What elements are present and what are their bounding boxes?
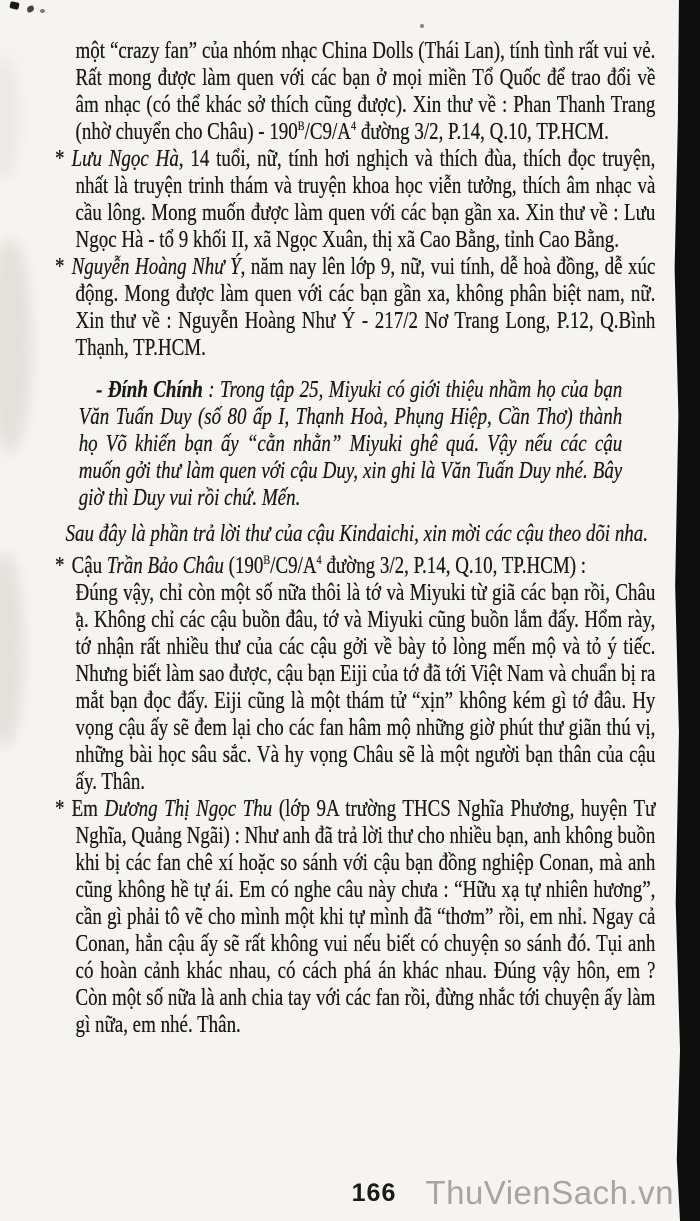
text-segment: B (297, 118, 305, 133)
paragraph (55, 254, 655, 362)
text-segment: Cậu (71, 553, 107, 579)
text-segment: B (263, 552, 271, 567)
person-name: Nguyễn Hoàng Như Ý (71, 254, 241, 280)
text-segment: đường 3/2, P.14, Q.10, TP.HCM) : (321, 553, 587, 579)
text-segment: Đúng vậy, chỉ còn một số nữa thôi là tớ và Miyuki từ giã các bạn rồi, Châu ạ. Không chỉ các cậu buồn đâu, tớ và Miyuki cũng buồn lắm đấy. Hổm rày, tớ nhận rất nhiều thư của các cậu gởi về bày tỏ lòng mến mộ và tỏ ý tiếc. Nhưng biết làm sao được, cậu bạn Eiji của tớ đã tới Việt Nam và chuẩn bị ra mắt bạn đọc đấy. Eiji cũng là một thám tử “xịn” không kém gì tớ đâu. Hy vọng cậu ấy sẽ đem lại cho các fan hâm mộ những giờ phút thư giãn thú vị, những bài học sâu sắc. Và hy vọng Châu sẽ là một người bạn thân của cậu ấy. Thân. (75, 580, 656, 795)
person-name: Dương Thị Ngọc Thu (104, 796, 273, 822)
scan-smudge (0, 55, 20, 180)
paragraph (55, 521, 655, 548)
scan-artifact (26, 5, 35, 13)
text-segment: đường 3/2, P.14, Q.10, TP.HCM. (356, 119, 609, 145)
scan-artifact (9, 1, 19, 10)
paragraph (55, 796, 655, 1039)
scan-artifact (420, 24, 424, 28)
text-segment: /C9/A (270, 553, 317, 579)
scan-smudge (0, 238, 32, 453)
text-segment: 4 (350, 118, 357, 133)
text-segment: /C9/A (304, 119, 351, 145)
paragraph (55, 146, 655, 254)
text-segment: , 14 tuổi, nữ, tính hơi nghịch và thích đùa, thích đọc truyện, nhất là truyện trinh thám và truyện khoa học viễn tưởng, thích âm nhạc và cầu lông. Mong muốn được làm quen với các bạn gần xa. Xin thư về : Lưu Ngọc Hà - tổ 9 khối II, xã Ngọc Xuân, thị xã Cao Bằng, tỉnh Cao Bằng. (75, 146, 656, 253)
person-name: Trần Bảo Châu (106, 553, 224, 579)
person-name: Sau đây là phần trả lời thư của cậu Kindaichi, xin mời các cậu theo dõi nha. (65, 521, 649, 547)
page-number: 166 (351, 1179, 397, 1207)
bullet-marker: * (55, 553, 65, 579)
text-segment: một “crazy fan” của nhóm nhạc China Dolls (Thái Lan), tính tình rất vui vẻ. Rất mong được làm quen với các bạn ở mọi miền Tổ Quốc để trao đổi về âm nhạc (có thể khác sở thích cũng được). Xin thư về : Phan Thanh Trang (nhờ chuyển cho Châu) - 190 (75, 38, 656, 145)
bullet-marker: * (55, 254, 65, 280)
text-segment: Em (71, 796, 105, 822)
person-name: : Trong tập 25, Miyuki có giới thiệu nhầm họ của bạn Văn Tuấn Duy (số 80 ấp I, Thạnh Hoà, Phụng Hiệp, Cần Thơ) thành họ Võ khiến bạn ấy “cằn nhằn” Miyuki ghê quá. Vậy nếu các cậu muốn gởi thư làm quen với cậu Duy, xin ghi là Văn Tuấn Duy nhé. Bây giờ thì Duy vui rồi chứ. Mến. (78, 377, 623, 511)
person-name: Lưu Ngọc Hà (71, 146, 179, 172)
watermark-thuviensach: ThuVienSach.vn (425, 1174, 674, 1211)
text-segment: - Đính Chính (96, 377, 203, 403)
book-edge-shadow (673, 0, 700, 1221)
text-segment: (lớp 9A trường THCS Nghĩa Phương, huyện Tư Nghĩa, Quảng Ngãi) : Như anh đã trả lời thư cho nhiều bạn, anh không buồn khi bị các fan chê xí hoặc so sánh với cậu bạn đồng nghiệp Conan, mà anh cũng không hề tự ái. Em có nghe câu này chưa : “Hữu xạ tự nhiên hương”, cần gì phải tô vẽ cho mình một khi tự mình đã “thơm” rồi, em nhỉ. Ngay cả Conan, hẳn cậu ấy sẽ rất không vui nếu biết có chuyện so sánh đó. Tụi anh có hoàn cảnh khác nhau, có cách phá án khác nhau. Đúng vậy hôn, em ? Còn một số nữa là anh chia tay với các fan rồi, đừng nhắc tới chuyện ấy làm gì nữa, em nhé. Thân. (75, 796, 656, 1038)
bullet-marker: * (55, 796, 65, 822)
text-column (55, 38, 655, 1039)
text-segment: (190 (223, 553, 264, 579)
text-segment: 4 (316, 552, 322, 567)
paragraph (55, 553, 655, 796)
text-segment: , năm nay lên lớp 9, nữ, vui tính, dễ hoà đồng, dễ xúc động. Mong được làm quen với các bạn gần xa, không phân biệt nam, nữ. Xin thư về : Nguyễn Hoàng Như Ý - 217/2 Nơ Trang Long, P.12, Q.Bình Thạnh, TP.HCM. (75, 254, 656, 361)
paragraph (55, 38, 655, 146)
scan-smudge (0, 552, 24, 747)
paragraph (79, 377, 623, 512)
bullet-marker: * (55, 146, 65, 172)
scan-artifact (40, 9, 45, 13)
